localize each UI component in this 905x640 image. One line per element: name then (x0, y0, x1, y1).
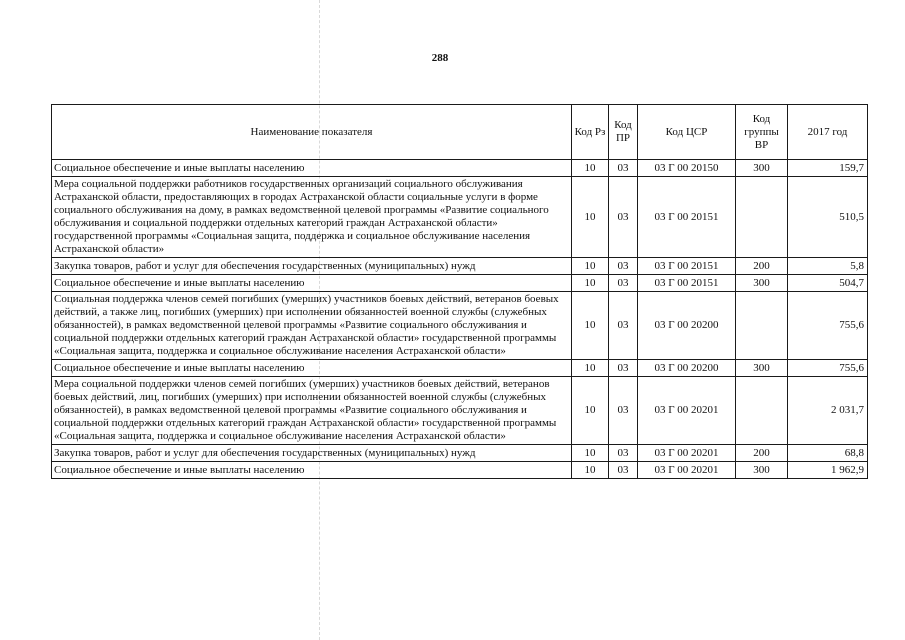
row-pr-cell: 03 (609, 445, 638, 462)
row-csr-cell: 03 Г 00 20201 (638, 445, 736, 462)
row-pr-cell: 03 (609, 377, 638, 445)
row-name-cell: Социальное обеспечение и иные выплаты населению (52, 160, 572, 177)
row-pr-cell: 03 (609, 360, 638, 377)
row-rz-cell: 10 (572, 462, 609, 479)
row-amount-cell: 755,6 (788, 360, 868, 377)
row-amount-cell: 159,7 (788, 160, 868, 177)
header-csr: Код ЦСР (638, 105, 736, 160)
row-vr-cell (736, 177, 788, 258)
header-name: Наименование показателя (52, 105, 572, 160)
row-rz-cell: 10 (572, 177, 609, 258)
table-row (52, 462, 868, 479)
row-pr-cell: 03 (609, 258, 638, 275)
table-row (52, 292, 868, 360)
row-vr-cell: 300 (736, 275, 788, 292)
row-name-cell: Социальное обеспечение и иные выплаты населению (52, 275, 572, 292)
row-rz-cell: 10 (572, 275, 609, 292)
table-body (52, 160, 868, 479)
row-pr-cell: 03 (609, 160, 638, 177)
table-row (52, 177, 868, 258)
row-rz-cell: 10 (572, 360, 609, 377)
row-amount-cell: 5,8 (788, 258, 868, 275)
table-row (52, 160, 868, 177)
row-csr-cell: 03 Г 00 20201 (638, 462, 736, 479)
row-amount-cell: 755,6 (788, 292, 868, 360)
header-year: 2017 год (788, 105, 868, 160)
row-rz-cell: 10 (572, 377, 609, 445)
row-name-cell: Мера социальной поддержки работников государственных организаций социального обслуживания Астраханской области, предоставляющих в городах Астраханской области социальные услуги в форме социального обслуживания на дому, в рамках ведомственной целевой программы «Развитие социального обслуживания и социальной поддержки отдельных категорий граждан Астраханской области» государственной программы «Социальная защита, поддержка и социальное обслуживание населения Астраханской области» (52, 177, 572, 258)
row-rz-cell: 10 (572, 292, 609, 360)
row-csr-cell: 03 Г 00 20200 (638, 360, 736, 377)
table-row (52, 445, 868, 462)
table-row (52, 275, 868, 292)
row-csr-cell: 03 Г 00 20151 (638, 177, 736, 258)
row-csr-cell: 03 Г 00 20151 (638, 258, 736, 275)
budget-table (51, 104, 868, 479)
row-name-cell: Социальное обеспечение и иные выплаты населению (52, 462, 572, 479)
row-vr-cell: 300 (736, 360, 788, 377)
row-vr-cell (736, 292, 788, 360)
row-rz-cell: 10 (572, 445, 609, 462)
row-vr-cell: 200 (736, 445, 788, 462)
table-header (52, 105, 868, 160)
row-pr-cell: 03 (609, 462, 638, 479)
row-rz-cell: 10 (572, 160, 609, 177)
row-amount-cell: 1 962,9 (788, 462, 868, 479)
table-row (52, 258, 868, 275)
row-amount-cell: 510,5 (788, 177, 868, 258)
row-amount-cell: 2 031,7 (788, 377, 868, 445)
row-vr-cell: 300 (736, 160, 788, 177)
row-rz-cell: 10 (572, 258, 609, 275)
row-name-cell: Социальная поддержка членов семей погибших (умерших) участников боевых действий, ветеранов боевых действий, а также лиц, погибших (умерших) при исполнении обязанностей военной службы (служебных обязанностей), в рамках ведомственной целевой программы «Развитие социального обслуживания и социальной поддержки отдельных категорий граждан Астраханской области» государственной программы «Социальная защита, поддержка и социальное обслуживание населения Астраханской области» (52, 292, 572, 360)
page-number: 288 (431, 52, 449, 64)
row-name-cell: Социальное обеспечение и иные выплаты населению (52, 360, 572, 377)
header-vr: Код группы ВР (736, 105, 788, 160)
header-rz: Код Рз (572, 105, 609, 160)
row-csr-cell: 03 Г 00 20201 (638, 377, 736, 445)
row-csr-cell: 03 Г 00 20151 (638, 275, 736, 292)
header-pr: Код ПР (609, 105, 638, 160)
row-csr-cell: 03 Г 00 20200 (638, 292, 736, 360)
row-pr-cell: 03 (609, 275, 638, 292)
header-row (52, 105, 868, 160)
row-name-cell: Закупка товаров, работ и услуг для обеспечения государственных (муниципальных) нужд (52, 258, 572, 275)
row-amount-cell: 504,7 (788, 275, 868, 292)
row-vr-cell: 200 (736, 258, 788, 275)
row-vr-cell (736, 377, 788, 445)
row-pr-cell: 03 (609, 177, 638, 258)
row-csr-cell: 03 Г 00 20150 (638, 160, 736, 177)
table-row (52, 360, 868, 377)
row-amount-cell: 68,8 (788, 445, 868, 462)
row-pr-cell: 03 (609, 292, 638, 360)
table-row (52, 377, 868, 445)
row-name-cell: Мера социальной поддержки членов семей погибших (умерших) участников боевых действий, ветеранов боевых действий, лиц, погибших (умерших) при исполнении обязанностей военной службы (служебных обязанностей), в рамках ведомственной целевой программы «Развитие социального обслуживания и социальной поддержки отдельных категорий граждан Астраханской области» государственной программы «Социальная защита, поддержка и социальное обслуживание населения Астраханской области» (52, 377, 572, 445)
row-vr-cell: 300 (736, 462, 788, 479)
row-name-cell: Закупка товаров, работ и услуг для обеспечения государственных (муниципальных) нужд (52, 445, 572, 462)
